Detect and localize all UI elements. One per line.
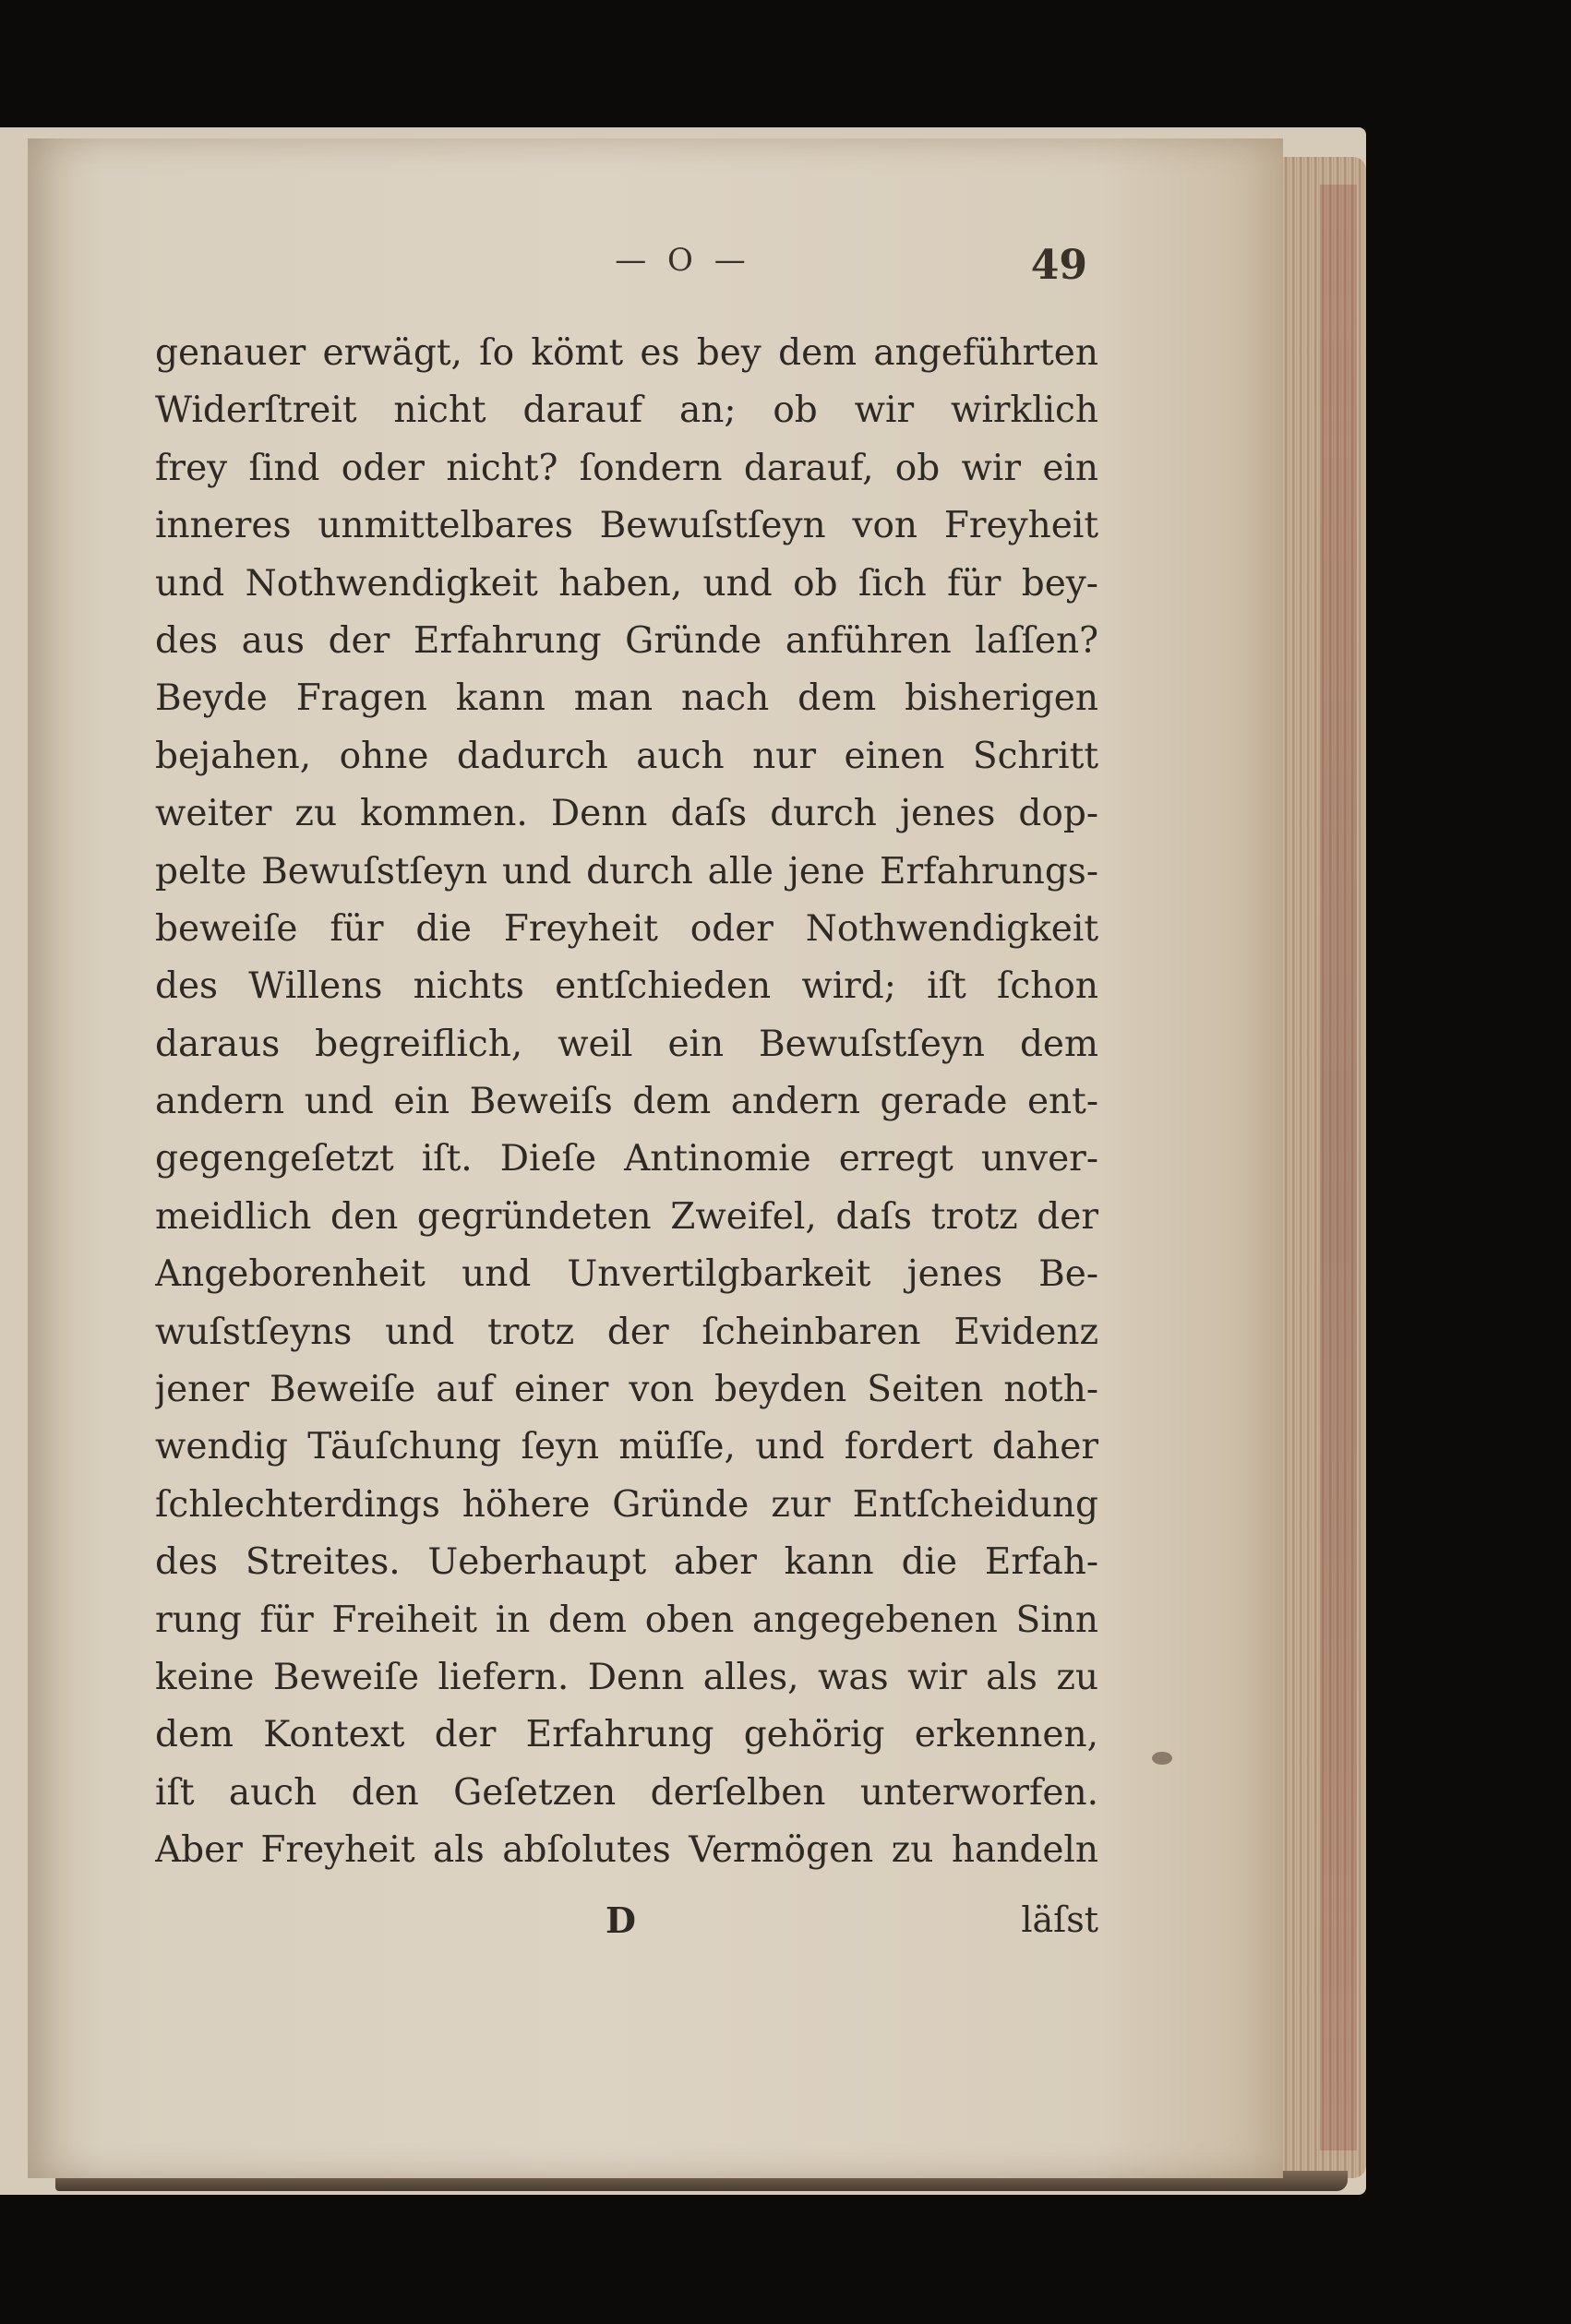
text-line: wendig Täuſchung ſeyn müſſe, und fordert daher (155, 1426, 1098, 1468)
text-line: Angeborenheit und Unvertilgbarkeit jenes Be- (155, 1253, 1098, 1296)
text-line: und Nothwendigkeit haben, und ob ſich für bey- (155, 562, 1098, 605)
text-line: meidlich den gegründeten Zweifel, daſs trotz der (155, 1195, 1098, 1238)
text-line: Aber Freyheit als abſolutes Vermögen zu handeln (155, 1829, 1098, 1872)
text-line: inneres unmittelbares Bewuſstſeyn von Freyheit (155, 505, 1098, 547)
text-line: genauer erwägt, ſo kömt es bey dem angeführten (155, 332, 1098, 374)
catchword: läſst (1021, 1899, 1098, 1940)
text-line: Beyde Fragen kann man nach dem bisherigen (155, 677, 1098, 720)
text-line: des Willens nichts entſchieden wird; iſt ſchon (155, 965, 1098, 1008)
body-text (155, 325, 1098, 1880)
text-line: weiter zu kommen. Denn daſs durch jenes dop- (155, 793, 1098, 835)
text-line: gegengeſetzt iſt. Dieſe Antinomie erregt unver- (155, 1138, 1098, 1180)
text-line: keine Beweiſe liefern. Denn alles, was wir als zu (155, 1656, 1098, 1698)
page-footer (155, 1899, 1098, 1955)
text-line: ſchlechterdings höhere Gründe zur Entſcheidung (155, 1483, 1098, 1526)
running-header (157, 242, 1098, 297)
text-line: jener Beweiſe auf einer von beyden Seiten noth- (155, 1369, 1098, 1411)
text-line: rung für Freiheit in dem oben angegebenen Sinn (155, 1599, 1098, 1641)
text-line: frey ſind oder nicht? ſondern darauf, ob wir ein (155, 447, 1098, 489)
text-line: bejahen, ohne dadurch auch nur einen Schritt (155, 735, 1098, 777)
page-number: 49 (1030, 242, 1087, 289)
text-line: pelte Bewuſstſeyn und durch alle jene Erfahrungs- (155, 850, 1098, 892)
text-line: dem Kontext der Erfahrung gehörig erkennen, (155, 1714, 1098, 1756)
text-line: Widerſtreit nicht darauf an; ob wir wirklich (155, 389, 1098, 432)
text-line: daraus begreiflich, weil ein Bewuſstſeyn dem (155, 1023, 1098, 1065)
header-ornament: — O — (615, 242, 751, 279)
text-line: des Streites. Ueberhaupt aber kann die Erfah- (155, 1541, 1098, 1584)
page-edges-tint (1320, 185, 1357, 2150)
text-line: des aus der Erfahrung Gründe anführen laſſen? (155, 619, 1098, 662)
text-line: iſt auch den Geſetzen derſelben unterworfen. (155, 1771, 1098, 1814)
text-line: wuſstſeyns und trotz der ſcheinbaren Evidenz (155, 1311, 1098, 1353)
ink-stain (1152, 1752, 1172, 1765)
text-line: andern und ein Beweiſs dem andern gerade ent- (155, 1081, 1098, 1123)
signature-mark: D (606, 1899, 636, 1941)
text-line: beweiſe für die Freyheit oder Nothwendigkeit (155, 907, 1098, 950)
